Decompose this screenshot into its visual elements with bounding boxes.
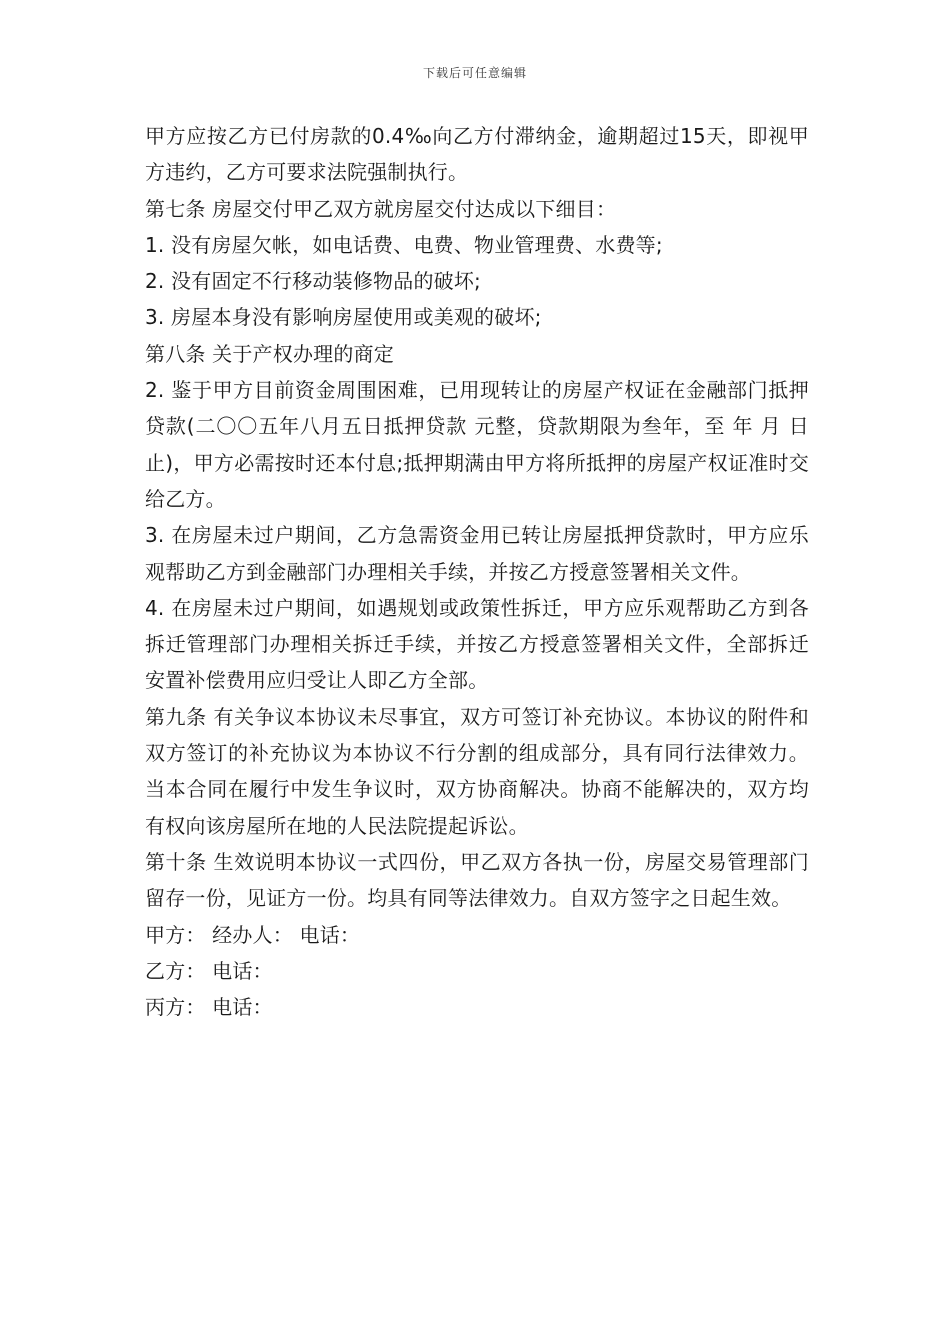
signature-party-c: 丙方： 电话： — [145, 995, 273, 1020]
article-9: 第九条 有关争议本协议未尽事宜，双方可签订补充协议。本协议的附件和双方签订的补充协议为本协议不行分割的组成部分，具有同行法律效力。当本合同在履行中发生争议时，双方协商解决。协商不能解决的，双方均有权向该房屋所在地的人民法院提起诉讼。 — [145, 704, 809, 838]
document-body — [145, 118, 809, 1025]
signature-party-b: 乙方： 电话： — [145, 958, 273, 983]
article-7-item-2: 2. 没有固定不行移动装修物品的破坏; — [145, 269, 481, 294]
article-8-item-4: 4. 在房屋未过户期间，如遇规划或政策性拆迁，甲方应乐观帮助乙方到各拆迁管理部门办理相关拆迁手续，并按乙方授意签署相关文件，全部拆迁安置补偿费用应归受让人即乙方全部。 — [145, 595, 809, 693]
article-7-item-1: 1. 没有房屋欠帐，如电话费、电费、物业管理费、水费等; — [145, 232, 663, 257]
article-8-item-3: 3. 在房屋未过户期间，乙方急需资金用已转让房屋抵押贷款时，甲方应乐观帮助乙方到金融部门办理相关手续，并按乙方授意签署相关文件。 — [145, 523, 809, 584]
article-10: 第十条 生效说明本协议一式四份，甲乙双方各执一份，房屋交易管理部门留存一份，见证方一份。均具有同等法律效力。自双方签字之日起生效。 — [145, 849, 809, 911]
page-header: 下载后可任意编辑 — [422, 66, 527, 80]
article-8-heading: 第八条 关于产权办理的商定 — [145, 341, 394, 366]
article-7-heading: 第七条 房屋交付甲乙双方就房屋交付达成以下细目： — [145, 196, 617, 221]
signature-party-a: 甲方： 经办人： 电话： — [145, 922, 361, 947]
article-8-item-2: 2. 鉴于甲方目前资金周围困难，已用现转让的房屋产权证在金融部门抵押贷款(二〇〇五年八月五日抵押贷款 元整，贷款期限为叁年，至 年 月 日止)，甲方必需按时还本付息;抵押期满由甲方将所抵押的房屋产权证准时交给乙方。 — [145, 378, 809, 511]
paragraph-late-fee: 甲方应按乙方已付房款的0.4‰向乙方付滞纳金，逾期超过15天，即视甲方违约，乙方可要求法院强制执行。 — [145, 124, 809, 185]
article-7-item-3: 3. 房屋本身没有影响房屋使用或美观的破坏; — [145, 305, 542, 330]
